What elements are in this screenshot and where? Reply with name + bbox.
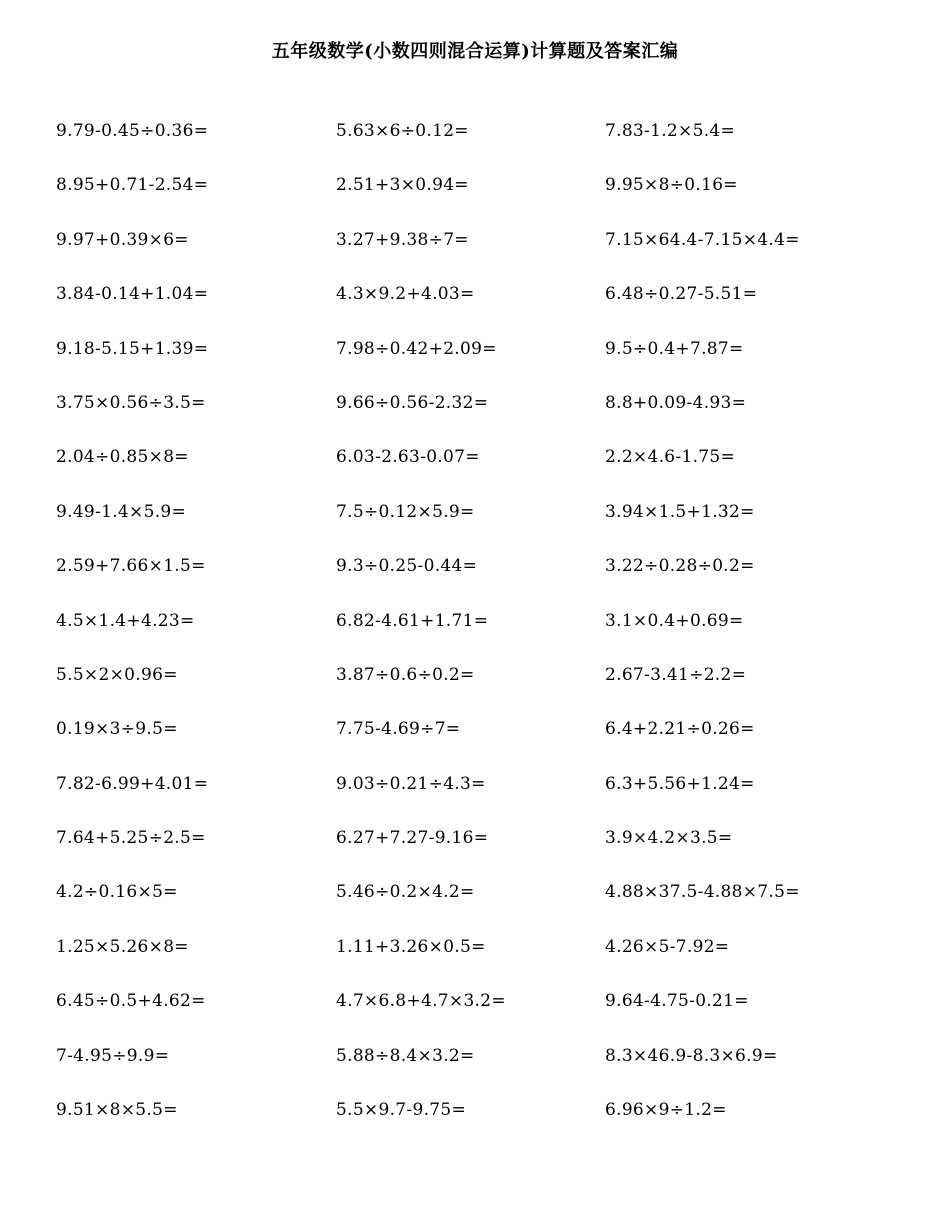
math-problem: 3.9×4.2×3.5= — [605, 828, 733, 849]
math-problem: 1.25×5.26×8= — [56, 936, 189, 957]
math-problem: 6.45÷0.5+4.62= — [56, 991, 206, 1012]
math-problem: 9.66÷0.56-2.32= — [336, 392, 489, 413]
math-problem: 3.22÷0.28÷0.2= — [605, 556, 755, 577]
math-problem: 9.79-0.45÷0.36= — [56, 121, 209, 141]
math-problem: 9.49-1.4×5.9= — [56, 501, 187, 522]
math-problem: 2.59+7.66×1.5= — [56, 556, 206, 577]
math-problem: 5.88÷8.4×3.2= — [336, 1045, 475, 1066]
math-problem: 2.04÷0.85×8= — [56, 447, 189, 468]
math-problem: 6.48÷0.27-5.51= — [605, 284, 758, 305]
math-problem: 3.27+9.38÷7= — [336, 229, 469, 250]
math-problem: 4.7×6.8+4.7×3.2= — [336, 991, 506, 1012]
math-problem: 7.98÷0.42+2.09= — [336, 338, 497, 359]
math-problem: 6.3+5.56+1.24= — [605, 773, 755, 794]
math-problem: 2.2×4.6-1.75= — [605, 447, 736, 468]
math-problem: 9.03÷0.21÷4.3= — [336, 773, 486, 794]
math-problem: 4.88×37.5-4.88×7.5= — [605, 882, 800, 903]
math-problem: 7.5÷0.12×5.9= — [336, 501, 475, 522]
math-problem: 3.1×0.4+0.69= — [605, 610, 744, 631]
math-problem: 7-4.95÷9.9= — [56, 1045, 170, 1066]
math-problem: 9.64-4.75-0.21= — [605, 991, 749, 1012]
math-problem: 6.27+7.27-9.16= — [336, 828, 489, 849]
math-problem: 9.97+0.39×6= — [56, 229, 189, 250]
math-problem: 5.5×2×0.96= — [56, 664, 178, 685]
math-problem: 2.67-3.41÷2.2= — [605, 664, 747, 685]
math-problem: 9.3÷0.25-0.44= — [336, 556, 478, 577]
math-problem: 6.03-2.63-0.07= — [336, 447, 480, 468]
math-problem: 8.8+0.09-4.93= — [605, 392, 747, 413]
math-problem: 0.19×3÷9.5= — [56, 719, 178, 740]
math-problem: 4.26×5-7.92= — [605, 936, 730, 957]
page-title: 五年级数学(小数四则混合运算)计算题及答案汇编 — [271, 41, 679, 62]
math-problem: 9.5÷0.4+7.87= — [605, 338, 744, 359]
math-problem: 8.3×46.9-8.3×6.9= — [605, 1045, 778, 1066]
math-problem: 5.63×6÷0.12= — [336, 121, 469, 141]
math-problem: 9.18-5.15+1.39= — [56, 338, 209, 359]
math-problem: 7.15×64.4-7.15×4.4= — [605, 229, 800, 250]
math-problem: 7.64+5.25÷2.5= — [56, 828, 206, 849]
math-problem: 2.51+3×0.94= — [336, 175, 469, 196]
math-problem: 3.87÷0.6÷0.2= — [336, 664, 475, 685]
math-problem: 3.94×1.5+1.32= — [605, 501, 755, 522]
math-problem: 4.3×9.2+4.03= — [336, 284, 475, 305]
math-problem: 5.5×9.7-9.75= — [336, 1100, 467, 1121]
math-problem: 6.4+2.21÷0.26= — [605, 719, 755, 740]
math-problem: 3.84-0.14+1.04= — [56, 284, 209, 305]
math-problem: 7.83-1.2×5.4= — [605, 121, 736, 141]
math-problem: 6.82-4.61+1.71= — [336, 610, 489, 631]
math-problem: 3.75×0.56÷3.5= — [56, 392, 206, 413]
math-problem: 9.51×8×5.5= — [56, 1100, 178, 1121]
math-problem: 4.2÷0.16×5= — [56, 882, 178, 903]
math-problem: 6.96×9÷1.2= — [605, 1100, 727, 1121]
math-problem: 9.95×8÷0.16= — [605, 175, 738, 196]
math-problem: 5.46÷0.2×4.2= — [336, 882, 475, 903]
math-problem: 7.75-4.69÷7= — [336, 719, 461, 740]
problem-grid — [56, 119, 936, 1152]
math-problem: 4.5×1.4+4.23= — [56, 610, 195, 631]
math-problem: 1.11+3.26×0.5= — [336, 936, 486, 957]
math-problem: 8.95+0.71-2.54= — [56, 175, 209, 196]
math-problem: 7.82-6.99+4.01= — [56, 773, 209, 794]
